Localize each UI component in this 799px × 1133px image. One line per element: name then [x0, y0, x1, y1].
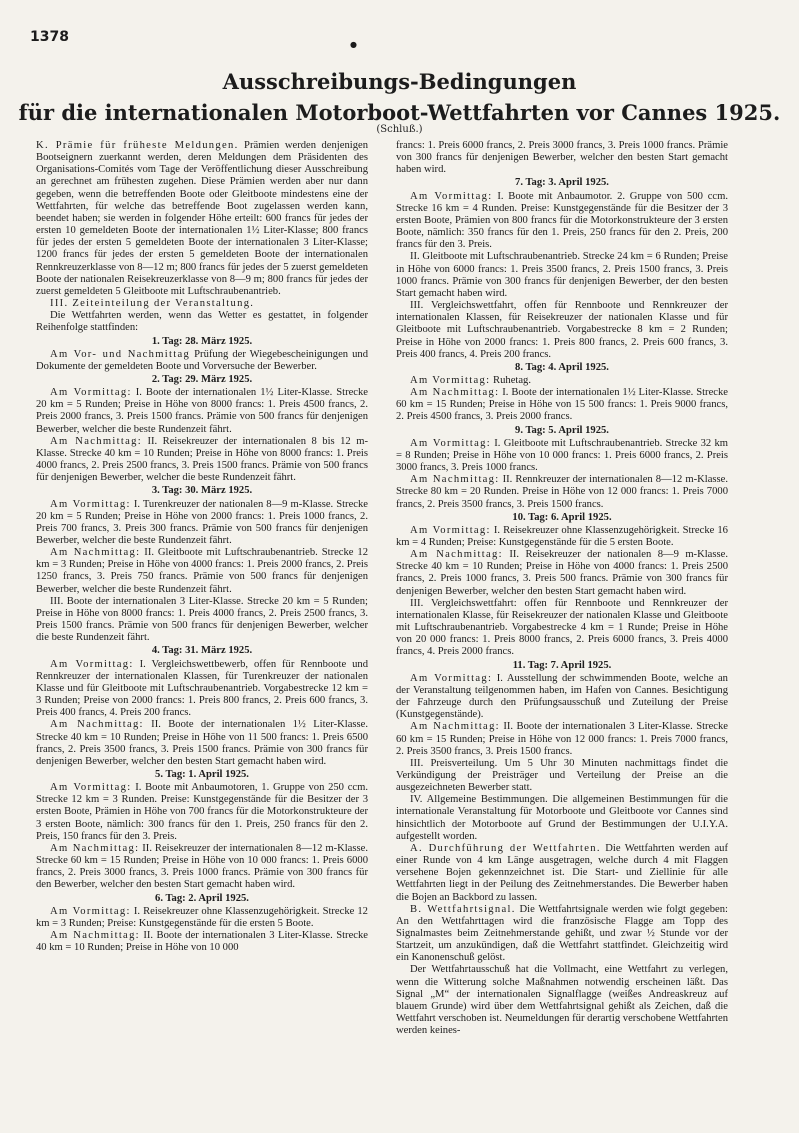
paragraph [36, 596, 368, 645]
paragraph [36, 782, 368, 843]
body-text: II. Gleitboote mit Luftschraubenantrieb. Strecke 12 km = 3 Runden; Preise in Höhe von 4000 francs: 1. Preis 2000 francs, 2. Preis 1250 francs, 3. Preis 750 francs. Prämie von 500 francs für denjenigen Bewerber, welcher die beste Rundenzeit fährt. [36, 547, 368, 595]
lead-text: III. Zeiteinteilung der Veranstaltung. [50, 298, 255, 310]
paragraph [36, 310, 368, 334]
title-line-1: Ausschreibungs-Bedingungen [222, 69, 577, 94]
body-text: I. Boote der internationalen 1½ Liter-Klasse. Strecke 60 km = 15 Runden; Preise in Höhe von 15 500 francs: 1. Preis 9000 francs, 2. Preis 4500 francs, 3. Preis 2000 francs. [396, 387, 728, 423]
body-text: II. Rennkreuzer der internationalen 8—12 m-Klasse. Strecke 80 km = 20 Runden. Preise in Höhe von 12 000 francs: 1. Preis 7000 francs, 2. Preis 3500 francs, 3. Preis 1500 francs. [396, 474, 728, 510]
paragraph [396, 549, 728, 598]
body-text: I. Boote der internationalen 1½ Liter-Klasse. Strecke 20 km = 5 Runden; Preise in Höhe von 8000 francs: 1. Preis 4500 francs, 2. Preis 2000 francs, 3. Preis 1500 francs. Prämie von 500 francs für denjenigen Bewerber, welcher die beste Rundenzeit fährt. [36, 387, 368, 435]
article-title [0, 66, 799, 128]
body-text: Prämien werden denjenigen Bootseignern zuerkannt werden, deren Meldungen dem Präsidenten des Organisations-Comités vom Tage der Veröffentlichung dieser Ausschreibung an gerechnet am frühesten zugehen. Diese Prämien werden aber nur dann gegeben, wenn die betreffenden Boote oder Gleitboote mindestens eine der Wettfahrten, für welche das betreffende Boot zugelassen werden kann, beendet haben; sie werden in folgender Höhe erteilt: 600 francs für jedes der ersten 10 gemeldeten Boote der internationalen 1½ Liter-Klasse; 800 francs für jedes der ersten 5 gemeldeten Boote der internationalen 3 Liter-Klasse; 1200 francs für jedes der ersten 5 gemeldeten Boote der internationalen Rennkreuzerklasse von 8—12 m; 800 francs für jedes der 5 zuerst gemeldeten Boote der nationalen Reisekreuzerklasse von 8—9 m; 800 francs für jedes der zuerst gemeldeten 5 Gleitboote mit Luftschraubenantrieb. [36, 140, 368, 297]
lead-text: Am Vormittag: [50, 387, 132, 399]
lead-text: Am Nachmittag: [50, 547, 141, 559]
lead-text: Am Vormittag: [410, 672, 493, 684]
body-text: III. Preisverteilung. Um 5 Uhr 30 Minuten nachmittags findet die Verkündigung der Preisträger und Verteilung der Preise an die ausgezeichneten Bewerber statt. [396, 757, 728, 794]
lead-text: Am Nachmittag: [50, 435, 142, 447]
paragraph [396, 375, 728, 387]
paragraph [36, 719, 368, 768]
paragraph [396, 758, 728, 794]
body-text: IV. Allgemeine Bestimmungen. Die allgemeinen Bestimmungen für die internationale Veranstaltung für Motorboote und Gleitboote vor Cannes sind hinsichtlich der Motorboote auf Grund der Bestimmungen der U.I.Y.A. aufgestellt worden. [396, 794, 728, 842]
paragraph [396, 438, 728, 474]
paragraph [396, 904, 728, 965]
paragraph [36, 499, 368, 548]
day-heading: 2. Tag: 29. März 1925. [151, 373, 253, 385]
body-text: III. Vergleichswettfahrt: offen für Rennboote und Rennkreuzer der internationalen Klasse, für Reisekreuzer der nationalen Klasse und Gleitboote mit Luftschraubenantrieb. Vorgabestrecke 4 km = 1 Runde; Preise in Höhe von 20 000 francs: 1. Preis 8000 francs, 2. Preis 6000 francs, 3. Preis 4000 francs, 4. Preis 2000 francs. [396, 597, 728, 658]
paragraph [36, 906, 368, 930]
paragraph [36, 436, 368, 485]
paragraph [396, 673, 728, 722]
paragraph [396, 721, 728, 757]
body-text: I. Turenkreuzer der nationalen 8—9 m-Klasse. Strecke 20 km = 5 Runden; Preise in Höhe von 2000 francs: 1. Preis 1000 francs, 2. Preis 700 francs, 3. Preis 300 francs. Prämie von 500 francs für denjenigen Bewerber, welcher die beste Rundenzeit fährt. [36, 498, 368, 546]
right-column [396, 140, 728, 1037]
day-heading: 7. Tag: 3. April 1925. [515, 177, 609, 189]
lead-text: Am Vormittag: [50, 658, 134, 670]
body-text: III. Boote der internationalen 3 Liter-Klasse. Strecke 20 km = 5 Runden; Preise in Höhe von 8000 francs: 1. Preis 4000 francs, 2. Preis 2500 francs, 3. Preis 1500 francs. Prämie von 500 francs für denjenigen Bewerber, welcher die beste Rundenzeit fährt. [36, 595, 368, 644]
day-heading: 10. Tag: 6. April 1925. [512, 511, 612, 523]
paragraph [36, 843, 368, 892]
lead-text: A. Durchführung der Wettfahrten. [410, 842, 601, 854]
body-text: I. Reisekreuzer ohne Klassenzugehörigkeit. Strecke 16 km = 4 Runden; Preise: Kunstgegenstände für die 5 ersten Boote. [396, 524, 728, 548]
paragraph [396, 387, 728, 423]
body-text: II. Gleitboote mit Luftschraubenantrieb. Strecke 24 km = 6 Runden; Preise in Höhe von 6000 francs: 1. Preis 3500 francs, 2. Preis 1500 francs, 3. Preis 1000 francs. Prämie von 300 francs für denjenigen Bewerber, der den besten Start gemacht haben wird. [396, 251, 728, 299]
body-text: II. Boote der internationalen 1½ Liter-Klasse. Strecke 40 km = 10 Runden; Preise in Höhe von 11 500 francs: 1. Preis 6500 francs, 2. Preis 3500 francs, 3. Preis 1500 francs. Prämie von 300 francs für denjenigen Bewerber, welcher den besten Start gemacht haben wird. [36, 719, 369, 767]
paragraph [36, 387, 368, 436]
paragraph [396, 525, 728, 549]
lead-text: Am Nachmittag: [50, 930, 140, 941]
lead-text: Am Nachmittag: [410, 474, 500, 486]
paragraph [396, 300, 728, 361]
left-column [36, 140, 368, 954]
lead-text: Am Vormittag: [50, 498, 131, 510]
day-heading: 11. Tag: 7. April 1925. [512, 659, 612, 671]
lead-text: Am Vormittag: [410, 437, 491, 449]
paragraph [36, 547, 368, 596]
page-number: 1378 [30, 29, 69, 45]
body-text: II. Reisekreuzer der internationalen 8 bis 12 m-Klasse. Strecke 40 km = 10 Runden; Preise in Höhe von 8000 francs: 1. Preis 4000 francs, 2. Preis 2500 francs, 3. Preis 1500 francs. Prämie von 500 francs für denjenigen Bewerber, welcher die beste Rundenzeit fährt. [36, 435, 368, 484]
day-heading: 9. Tag: 5. April 1925. [515, 424, 609, 436]
lead-text: Am Vormittag: [410, 190, 493, 202]
paragraph [396, 843, 728, 904]
day-heading: 3. Tag: 30. März 1925. [151, 485, 253, 497]
paragraph [396, 251, 728, 300]
paragraph [36, 298, 368, 310]
day-heading: 6. Tag: 2. April 1925. [155, 892, 249, 904]
body-text: I. Reisekreuzer ohne Klassenzugehörigkeit. Strecke 12 km = 3 Runden; Preise: Kunstgegenstände für die ersten 5 Boote. [36, 905, 368, 929]
paragraph [396, 964, 728, 1037]
body-text: Die Wettfahrtsignale werden wie folgt gegeben: An den Wettfahrttagen wird die französische Flagge am Topp des Signalmastes beim Zeitnehmerstande gehißt, und zwar ½ Stunde vor der Startzeit, um anzukündigen, daß die Wettfahrt stattfindet. Gleichzeitig wird ein Kanonenschuß gelöst. [396, 903, 728, 964]
lead-text: Am Vormittag: [410, 524, 491, 536]
paragraph [396, 794, 728, 843]
body-text: II. Reisekreuzer der nationalen 8—9 m-Klasse. Strecke 40 km = 10 Runden; Preise in Höhe von 4000 francs: 1. Preis 2500 francs, 2. Preis 1000 francs, 3. Preis 500 francs. Prämie von 300 francs für denjenigen Bewerber, welcher den besten Start gemacht haben wird. [396, 549, 728, 597]
day-heading: 4. Tag: 31. März 1925. [151, 645, 253, 657]
paragraph [396, 598, 728, 659]
body-text: I. Boote mit Anbaumotor. 2. Gruppe von 500 ccm. Strecke 16 km = 4 Runden. Preise: Kunstgegenstände für die Besitzer der 3 ersten Boote, Prämien von 800 francs für die Motorkonstrukteure der 3 ersten Boote, nämlich: 350 francs für den 1. Preis, 250 francs für den 2. Preis, 200 francs für den 3. Preis. [396, 190, 728, 251]
lead-text: Am Vormittag: [50, 905, 131, 917]
lead-text: Am Vormittag: [50, 782, 132, 794]
body-text: II. Boote der internationalen 3 Liter-Klasse. Strecke 40 km = 10 Runden; Preise in Höhe von 10 000 [36, 930, 368, 954]
lead-text: Am Vormittag: [410, 374, 491, 386]
paragraph [36, 659, 368, 720]
body-text: I. Boote mit Anbaumotoren, 1. Gruppe von 250 ccm. Strecke 12 km = 3 Runden. Preise: Kunstgegenstände für die Besitzer der 3 ersten Boote, Prämien in Höhe von 700 francs für die Motorkonstrukteure der 3 ersten Boote, nämlich: 300 francs für den 1. Preis, 250 francs für den 2. Preis, 150 francs für den 3. Preis. [36, 782, 368, 842]
day-heading: 5. Tag: 1. April 1925. [155, 768, 249, 780]
lead-text: Am Nachmittag: [50, 719, 144, 731]
paragraph [396, 474, 728, 510]
day-heading: 8. Tag: 4. April 1925. [515, 361, 609, 373]
lead-text: Am Nachmittag: [410, 387, 500, 399]
paragraph [396, 191, 728, 252]
lead-text: Am Nachmittag: [410, 549, 503, 561]
body-text: Der Wettfahrtausschuß hat die Vollmacht, eine Wettfahrt zu verlegen, wenn die Witterung solche Maßnahmen notwendig erscheinen läßt. Das Signal „M“ der internationalen Signalflagge (weißes Andreaskreuz auf blauem Grunde) wird über dem Wettfahrtsignal gehißt als Zeichen, daß die Wettfahrt verschoben ist. Neumeldungen für derartig verschobene Wettfahrten werden keines- [396, 964, 728, 1037]
body-text: Die Wettfahrten werden auf einer Runde von 4 km Länge ausgetragen, welche durch 4 mit Flaggen versehene Bojen gekennzeichnet ist. Die Start- und Ziellinie für alle Wettfahrten liegt in der Peilung des Zeitnehmerstandes. Die Bewerber haben die Bojen an Backbord zu lassen. [396, 842, 728, 903]
ornament-dot: ● [350, 40, 357, 49]
body-text: III. Vergleichswettfahrt, offen für Rennboote und Rennkreuzer der internationalen Klassen, für Reisekreuzer der nationalen Klasse und für Gleitboote mit Luftschraubenantrieb. Vorgabestrecke 8 km = 2 Runden; Preise in Höhe von 2000 francs: 1. Preis 800 francs, 2. Preis 600 francs, 3. Preis 400 francs, 4. Preis 200 francs. [396, 300, 728, 360]
paragraph [36, 930, 368, 954]
paragraph [36, 140, 368, 298]
paragraph [396, 140, 728, 176]
body-text: I. Gleitboote mit Luftschraubenantrieb. Strecke 32 km = 8 Runden; Preise in Höhe von 10 000 francs: 1. Preis 6000 francs, 2. Preis 3000 francs, 3. Preis 1000 francs. [396, 437, 728, 474]
lead-text: Am Nachmittag: [410, 721, 500, 733]
body-text: II. Boote der internationalen 3 Liter-Klasse. Strecke 60 km = 15 Runden; Preise in Höhe von 12 000 francs: 1. Preis 7000 francs, 2. Preis 3500 francs, 3. Preis 1500 francs. [396, 721, 728, 757]
lead-text: B. Wettfahrtsignal. [410, 903, 516, 915]
body-text: Die Wettfahrten werden, wenn das Wetter es gestattet, in folgender Reihenfolge stattfinden: [36, 310, 368, 334]
lead-text: Am Vor- und Nachmittag [50, 348, 191, 360]
title-line-2: für die internationalen Motorboot-Wettfahrten vor Cannes 1925. [18, 100, 781, 125]
article-subtitle: (Schluß.) [376, 124, 423, 135]
body-text: Ruhetag. [493, 374, 531, 386]
day-heading: 1. Tag: 28. März 1925. [151, 335, 253, 347]
body-text: II. Reisekreuzer der internationalen 8—12 m-Klasse. Strecke 60 km = 15 Runden; Preise in Höhe von 10 000 francs: 1. Preis 6000 francs, 2. Preis 3000 francs, 3. Preis 1000 francs. Prämie von 300 francs für den Bewerber, welcher den besten Start gemacht haben wird. [36, 842, 368, 891]
body-text: I. Ausstellung der schwimmenden Boote, welche an der Veranstaltung teilgenommen haben, im Hafen von Cannes. Besichtigung der Fahrzeuge durch den Prüfungsausschuß und Zuteilung der Preise (Kunstgegenstände). [396, 672, 728, 721]
paragraph [36, 349, 368, 373]
lead-text: Am Nachmittag: [50, 842, 140, 854]
body-text: Prüfung der Wiegebescheinigungen und Dokumente der gemeldeten Boote und Vorversuche der Bewerber. [36, 348, 369, 372]
body-text: I. Vergleichswettbewerb, offen für Rennboote und Rennkreuzer der internationalen Klassen, für Turenkreuzer der nationalen Klasse und für Gleitboote mit Luftschraubenantrieb. Vorgabestrecke 12 km = 3 Runden; Preise von 2000 francs: 1. Preis 800 francs, 2. Preis 600 francs, 3. Preis 400 francs, 4. Preis 200 francs. [36, 658, 368, 719]
lead-text: K. Prämie für früheste Meldungen. [36, 140, 239, 151]
body-text: francs: 1. Preis 6000 francs, 2. Preis 3000 francs, 3. Preis 1000 francs. Prämie von 300 francs für denjenigen Bewerber, welcher den besten Start gemacht haben wird. [396, 140, 728, 176]
